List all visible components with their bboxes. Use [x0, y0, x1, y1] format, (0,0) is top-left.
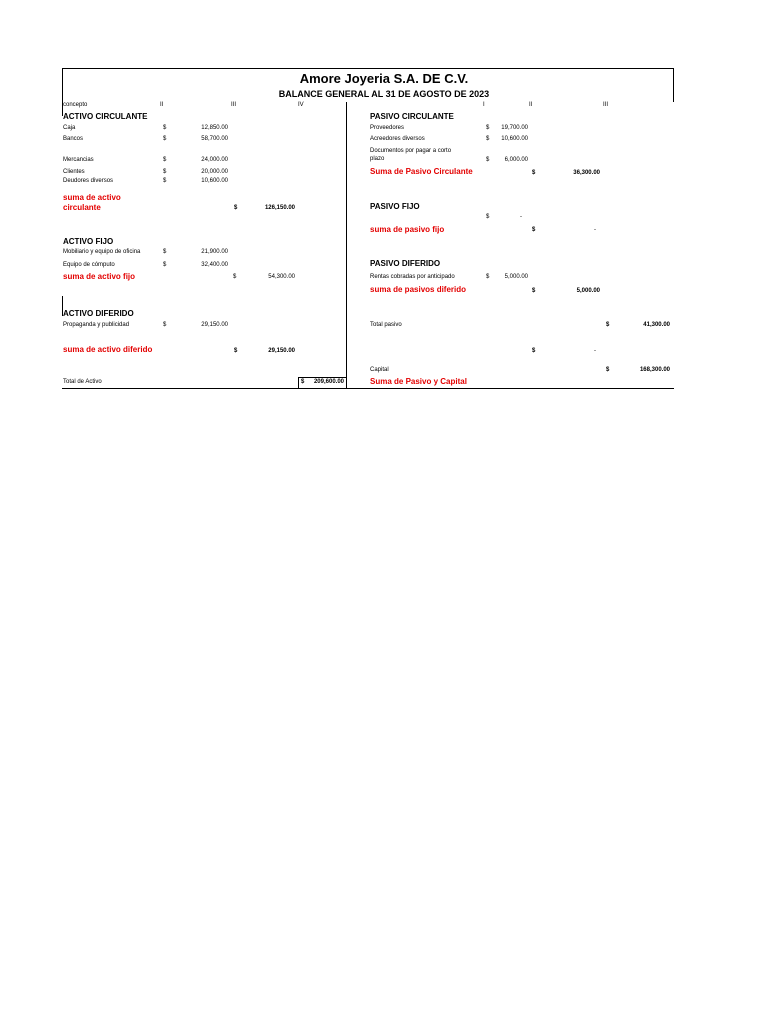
deudores-cur: $ — [163, 178, 167, 184]
clientes-label: Clientes — [63, 169, 85, 175]
pasivo-circulante-heading: PASIVO CIRCULANTE — [370, 112, 454, 121]
capital-cur: $ — [606, 367, 610, 373]
equipo-computo-label: Equipo de cómputo — [63, 262, 115, 268]
propaganda-cur: $ — [163, 322, 167, 328]
suma-pasivo-fijo-label: suma de pasivo fijo — [370, 225, 445, 234]
acreedores-amount: 10,600.00 — [501, 136, 528, 142]
deudores-label: Deudores diversos — [63, 178, 114, 184]
suma-pasivo-fijo-amount: - — [594, 227, 596, 233]
col-concepto: concepto — [63, 102, 88, 108]
suma-activo-fijo-amount: 54,300.00 — [268, 274, 295, 280]
col-left-iv: IV — [298, 102, 304, 108]
bancos-amount: 58,700.00 — [201, 136, 228, 142]
documentos-cur: $ — [486, 157, 490, 163]
total-activo-cur: $ — [301, 379, 305, 385]
mercancias-amount: 24,000.00 — [201, 157, 228, 163]
activo-diferido-heading: ACTIVO DIFERIDO — [63, 309, 134, 318]
col-left-iii: III — [231, 102, 237, 108]
suma-activo-circulante-cur: $ — [234, 205, 238, 211]
total-activo-label: Total de Activo — [63, 379, 102, 385]
proveedores-label: Proveedores — [370, 125, 405, 131]
col-right-i: I — [483, 102, 485, 108]
activo-fijo-heading: ACTIVO FIJO — [63, 237, 114, 246]
total-pasivo-cur: $ — [606, 322, 610, 328]
suma-pasivo-diferido-cur: $ — [532, 288, 536, 294]
pasivo-fijo-heading: PASIVO FIJO — [370, 202, 420, 211]
capital-label: Capital — [370, 367, 389, 373]
equipo-computo-amount: 32,400.00 — [201, 262, 228, 268]
bancos-label: Bancos — [63, 136, 84, 142]
clientes-cur: $ — [163, 169, 167, 175]
equipo-computo-cur: $ — [163, 262, 167, 268]
rentas-cur: $ — [486, 274, 490, 280]
mobiliario-label: Mobiliario y equipo de oficina — [63, 249, 141, 255]
acreedores-label: Acreedores diversos — [370, 136, 425, 142]
suma-activo-diferido-cur: $ — [234, 348, 238, 354]
documentos-label-2: plazo — [370, 156, 385, 162]
suma-activo-fijo-label: suma de activo fijo — [63, 272, 136, 281]
col-right-ii: II — [529, 102, 533, 108]
mobiliario-amount: 21,900.00 — [201, 249, 228, 255]
total-pasivo-amount: 41,300.00 — [643, 322, 670, 328]
mercancias-label: Mercancias — [63, 157, 94, 163]
caja-label: Caja — [63, 125, 76, 131]
pasivo-fijo-amount: - — [520, 214, 522, 220]
suma-pasivo-circulante-amount: 36,300.00 — [573, 170, 600, 176]
deudores-amount: 10,600.00 — [201, 178, 228, 184]
suma-activo-diferido-amount: 29,150.00 — [268, 348, 295, 354]
rentas-label: Rentas cobradas por anticipado — [370, 274, 455, 280]
suma-activo-circulante-label-1: suma de activo — [63, 193, 121, 202]
suma-pasivo-diferido-amount: 5,000.00 — [576, 288, 600, 294]
suma-pasivo-circulante-cur: $ — [532, 170, 536, 176]
suma-pasivo-capital-label: Suma de Pasivo y Capital — [370, 377, 467, 386]
proveedores-amount: 19,700.00 — [501, 125, 528, 131]
divider-vertical — [346, 102, 347, 389]
suma-activo-circulante-amount: 126,150.00 — [264, 205, 295, 211]
clientes-amount: 20,000.00 — [201, 169, 228, 175]
suma-activo-fijo-cur: $ — [233, 274, 237, 280]
total-activo-amount: 209,600.00 — [313, 379, 344, 385]
frame-top — [62, 68, 674, 69]
company-name: Amore Joyeria S.A. DE C.V. — [299, 71, 469, 86]
mercancias-cur: $ — [163, 157, 167, 163]
proveedores-cur: $ — [486, 125, 490, 131]
suma-pasivo-fijo-cur: $ — [532, 227, 536, 233]
col-right-iii: III — [603, 102, 609, 108]
acreedores-cur: $ — [486, 136, 490, 142]
rentas-amount: 5,000.00 — [504, 274, 528, 280]
capital-amount: 168,300.00 — [639, 367, 670, 373]
frame-bottom — [62, 388, 674, 389]
pasivo-fijo-cur: $ — [486, 214, 490, 220]
caja-cur: $ — [163, 125, 167, 131]
total-box-top — [298, 377, 346, 378]
blank-amount: - — [594, 348, 596, 354]
pasivo-diferido-heading: PASIVO DIFERIDO — [370, 259, 441, 268]
suma-pasivo-circulante-label: Suma de Pasivo Circulante — [370, 167, 473, 176]
col-left-ii: II — [160, 102, 164, 108]
propaganda-amount: 29,150.00 — [201, 322, 228, 328]
suma-activo-circulante-label-2: circulante — [63, 203, 101, 212]
documentos-amount: 6,000.00 — [504, 157, 528, 163]
documentos-label-1: Documentos por pagar a corto — [370, 148, 452, 154]
report-title: BALANCE GENERAL AL 31 DE AGOSTO DE 2023 — [278, 89, 490, 99]
bancos-cur: $ — [163, 136, 167, 142]
mobiliario-cur: $ — [163, 249, 167, 255]
blank-cur: $ — [532, 348, 536, 354]
caja-amount: 12,850.00 — [201, 125, 228, 131]
suma-activo-diferido-label: suma de activo diferido — [63, 345, 153, 354]
suma-pasivo-diferido-label: suma de pasivos diferido — [370, 285, 467, 294]
propaganda-label: Propaganda y publicidad — [63, 322, 130, 328]
activo-circulante-heading: ACTIVO CIRCULANTE — [63, 112, 148, 121]
total-pasivo-label: Total pasivo — [370, 322, 402, 328]
